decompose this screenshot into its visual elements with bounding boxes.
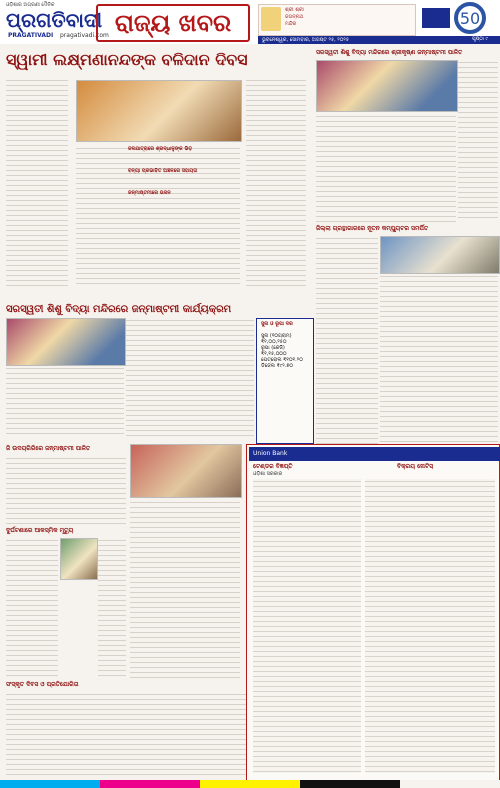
market-list [261, 333, 309, 369]
temple-icon [261, 7, 281, 31]
photo-celebration [316, 60, 458, 112]
story-6-col-1 [6, 538, 58, 678]
headline-4: ଜିଲ୍ଲା ଗ୍ରନ୍ଥାଗାରରେ ନୂତନ କମ୍ପ୍ୟୁଟର ସମର୍ପିତ [316, 225, 429, 232]
svg-text:50: 50 [459, 9, 481, 28]
photo-rally [76, 80, 242, 142]
page-number: ପୃଷ୍ଠା ୯ [472, 36, 488, 42]
market-row: ରୂପା (କେଜି) ₹୧,୧୫,୦୦୦ [261, 345, 287, 357]
story-1-col-3 [76, 146, 240, 286]
story-4-col-2 [380, 274, 498, 448]
headline-6: ଦୁର୍ଘଟଣାରେ ଆକସ୍ମିକ ମୃତ୍ୟୁ [6, 527, 74, 534]
newspaper-logo[interactable]: ପ୍ରଗତିବାଦୀ [6, 8, 103, 32]
headline-2: ସରସ୍ୱତୀ ଶିଶୁ ବିଦ୍ୟା ମନ୍ଦିରରେ ଶ୍ରୀକୃଷ୍ଣ ଜନ୍ମାଷ୍ଟମୀ ପାଳିତ [316, 49, 463, 56]
headline-1: ସ୍ୱାମୀ ଲକ୍ଷ୍ମଣାନନ୍ଦଙ୍କ ବଳିଦାନ ଦିବସ [6, 50, 248, 69]
color-bar [0, 780, 500, 788]
top-ad-text: ଶ୍ରୀ ଶ୍ରୀ ଜଗନ୍ନାଥ ମନ୍ଦିର [285, 7, 304, 27]
headline-3: ସରସ୍ୱତୀ ଶିଶୁ ବିଦ୍ୟା ମନ୍ଦିରରେ ଜନ୍ମାଷ୍ଟମୀ କାର୍ଯ୍ୟକ୍ରମ [6, 304, 232, 315]
story-6-col-2 [98, 538, 126, 678]
market-row: ପେଟ୍ରୋଲ ₹୧୦୧.୨୦ [261, 357, 303, 363]
tender-notice: ବିକ୍ରୟ ନୋଟିସ୍ [397, 463, 434, 470]
inline-headline-1: ଜଳଯାତ୍ରାରେ ଶ୍ରଦ୍ଧାଳୁଙ୍କ ଭିଡ଼ [128, 146, 193, 152]
tender-header [249, 447, 500, 461]
photo-portrait [60, 538, 98, 580]
story-5-col [6, 456, 126, 526]
inline-headline-2: ବନ୍ୟା ପ୍ରଭାବିତ ଅଞ୍ଚଳରେ ସହାୟତା [128, 168, 198, 174]
anniversary-badge [420, 0, 498, 36]
bank-name: Union Bank [253, 450, 288, 457]
story-1-col-1 [6, 78, 68, 288]
market-box [256, 318, 314, 444]
website-url[interactable]: pragativadi.com [60, 32, 109, 39]
photo-library [380, 236, 500, 274]
tender-title: ଟେଣ୍ଡର ବିଜ୍ଞପ୍ତି [253, 463, 293, 470]
market-title: ସୁନା ଓ ରୂପା ଦର [261, 321, 293, 327]
story-8-col [130, 500, 240, 680]
photo-procession [130, 444, 242, 498]
headline-5: ଜି ଉଦୟଗିରିରେ ଜନ୍ମାଷ୍ଟମୀ ପାଳିତ [6, 445, 91, 452]
inline-headline-3: ଜନ୍ମାଷ୍ଟମୀରେ ଭଜନ [128, 190, 171, 196]
tender-left-text [253, 479, 361, 773]
story-2-col-2 [316, 114, 456, 224]
headline-7: ସଂସ୍କୃତ ଦିବସ ଓ ପ୍ରତିଯୋଗିତା [6, 681, 79, 688]
newspaper-logo-english: PRAGATIVADI [8, 32, 54, 39]
section-title: ରାଜ୍ୟ ଖବର [96, 4, 250, 42]
tender-box [246, 444, 500, 782]
story-4-col-1 [316, 236, 378, 448]
tender-sub: ଓଡ଼ିଶା ସରକାର [253, 471, 283, 477]
market-row: ସୁନା (୧୦ଗ୍ରାମ) ₹୧,୦୦,୨୫୦ [261, 333, 292, 345]
photo-children [6, 318, 126, 366]
masthead-tagline: ଓଡ଼ିଶାର ଅଗ୍ରଣୀ ଦୈନିକ [6, 2, 55, 8]
masthead [0, 0, 500, 44]
story-3-col-2 [6, 366, 124, 436]
date-line: ଭୁବନେଶ୍ୱର, ସୋମବାର, ଅଗଷ୍ଟ ୨୫, ୨୦୨୫ [258, 36, 500, 44]
tender-right-text [365, 479, 495, 773]
top-ad[interactable] [258, 4, 416, 36]
story-1-col-2 [246, 78, 306, 288]
story-3-col-1 [126, 318, 254, 438]
story-2-col-1 [458, 60, 498, 220]
market-row: ଡିଜେଲ ₹୯୨.୭୦ [261, 363, 294, 369]
